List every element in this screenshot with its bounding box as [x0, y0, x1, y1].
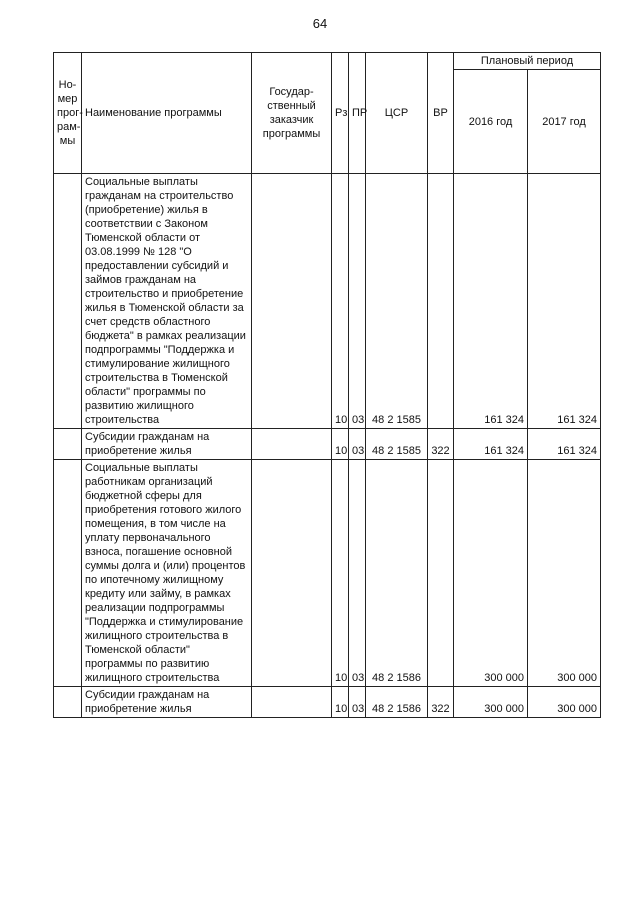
cell-program-number: [54, 687, 82, 718]
header-year-2017: 2017 год: [528, 70, 601, 174]
cell-year-2017: 161 324: [528, 429, 601, 460]
cell-state-customer: [252, 174, 332, 429]
table-row: [54, 429, 601, 460]
cell-year-2016: 300 000: [454, 460, 528, 687]
cell-csr: 48 2 1585: [366, 429, 428, 460]
cell-rz: 10: [332, 460, 349, 687]
cell-vr: 322: [428, 429, 454, 460]
cell-year-2017: 300 000: [528, 687, 601, 718]
cell-rz: 10: [332, 174, 349, 429]
cell-year-2017: 161 324: [528, 174, 601, 429]
cell-program-number: [54, 429, 82, 460]
cell-vr: [428, 460, 454, 687]
page-number: 64: [312, 16, 328, 31]
cell-program-name: Субсидии гражданам на приобретение жилья: [82, 687, 252, 718]
table-row: [54, 460, 601, 687]
cell-pr: 03: [349, 174, 366, 429]
cell-state-customer: [252, 429, 332, 460]
cell-vr: 322: [428, 687, 454, 718]
cell-program-name: Социальные выплаты гражданам на строительство (приобретение) жилья в соответствии с Законом Тюменской области от 03.08.1999 № 128 "О предоставлении субсидий и займов гражданам на строительство и приобретение жилья в Тюменской области за счет средств областного бюджета" в рамках реализации подпрограммы "Поддержка и стимулирование жилищного строительства в Тюменской области" программы по развитию жилищного строительства: [82, 174, 252, 429]
cell-vr: [428, 174, 454, 429]
table-header: [54, 53, 601, 174]
header-year-2016: 2016 год: [454, 70, 528, 174]
cell-rz: 10: [332, 429, 349, 460]
cell-program-number: [54, 174, 82, 429]
cell-rz: 10: [332, 687, 349, 718]
cell-program-number: [54, 460, 82, 687]
cell-pr: 03: [349, 687, 366, 718]
header-csr: ЦСР: [366, 53, 428, 174]
cell-state-customer: [252, 460, 332, 687]
cell-program-name: Социальные выплаты работникам организаций бюджетной сферы для приобретения готового жилого помещения, в том числе на уплату первоначального взноса, погашение основной суммы долга и (или) процентов по ипотечному жилищному кредиту или займу, в рамках реализации подпрограммы "Поддержка и стимулирование жилищного строительства в Тюменской области" программы по развитию жилищного строительства: [82, 460, 252, 687]
budget-table: [53, 52, 601, 718]
cell-csr: 48 2 1586: [366, 460, 428, 687]
cell-pr: 03: [349, 460, 366, 687]
cell-program-name: Субсидии гражданам на приобретение жилья: [82, 429, 252, 460]
cell-csr: 48 2 1585: [366, 174, 428, 429]
table-row: [54, 687, 601, 718]
cell-state-customer: [252, 687, 332, 718]
cell-year-2016: 300 000: [454, 687, 528, 718]
header-program-number: Но-мер прог-рам-мы: [54, 53, 82, 174]
header-rz: Рз: [332, 53, 349, 174]
header-planning-period: Плановый период: [454, 53, 601, 70]
header-state-customer: Государ-ственный заказчик программы: [252, 53, 332, 174]
cell-csr: 48 2 1586: [366, 687, 428, 718]
cell-pr: 03: [349, 429, 366, 460]
header-program-name: Наименование программы: [82, 53, 252, 174]
header-pr: ПР: [349, 53, 366, 174]
header-vr: ВР: [428, 53, 454, 174]
table-row: [54, 174, 601, 429]
cell-year-2016: 161 324: [454, 429, 528, 460]
cell-year-2017: 300 000: [528, 460, 601, 687]
cell-year-2016: 161 324: [454, 174, 528, 429]
